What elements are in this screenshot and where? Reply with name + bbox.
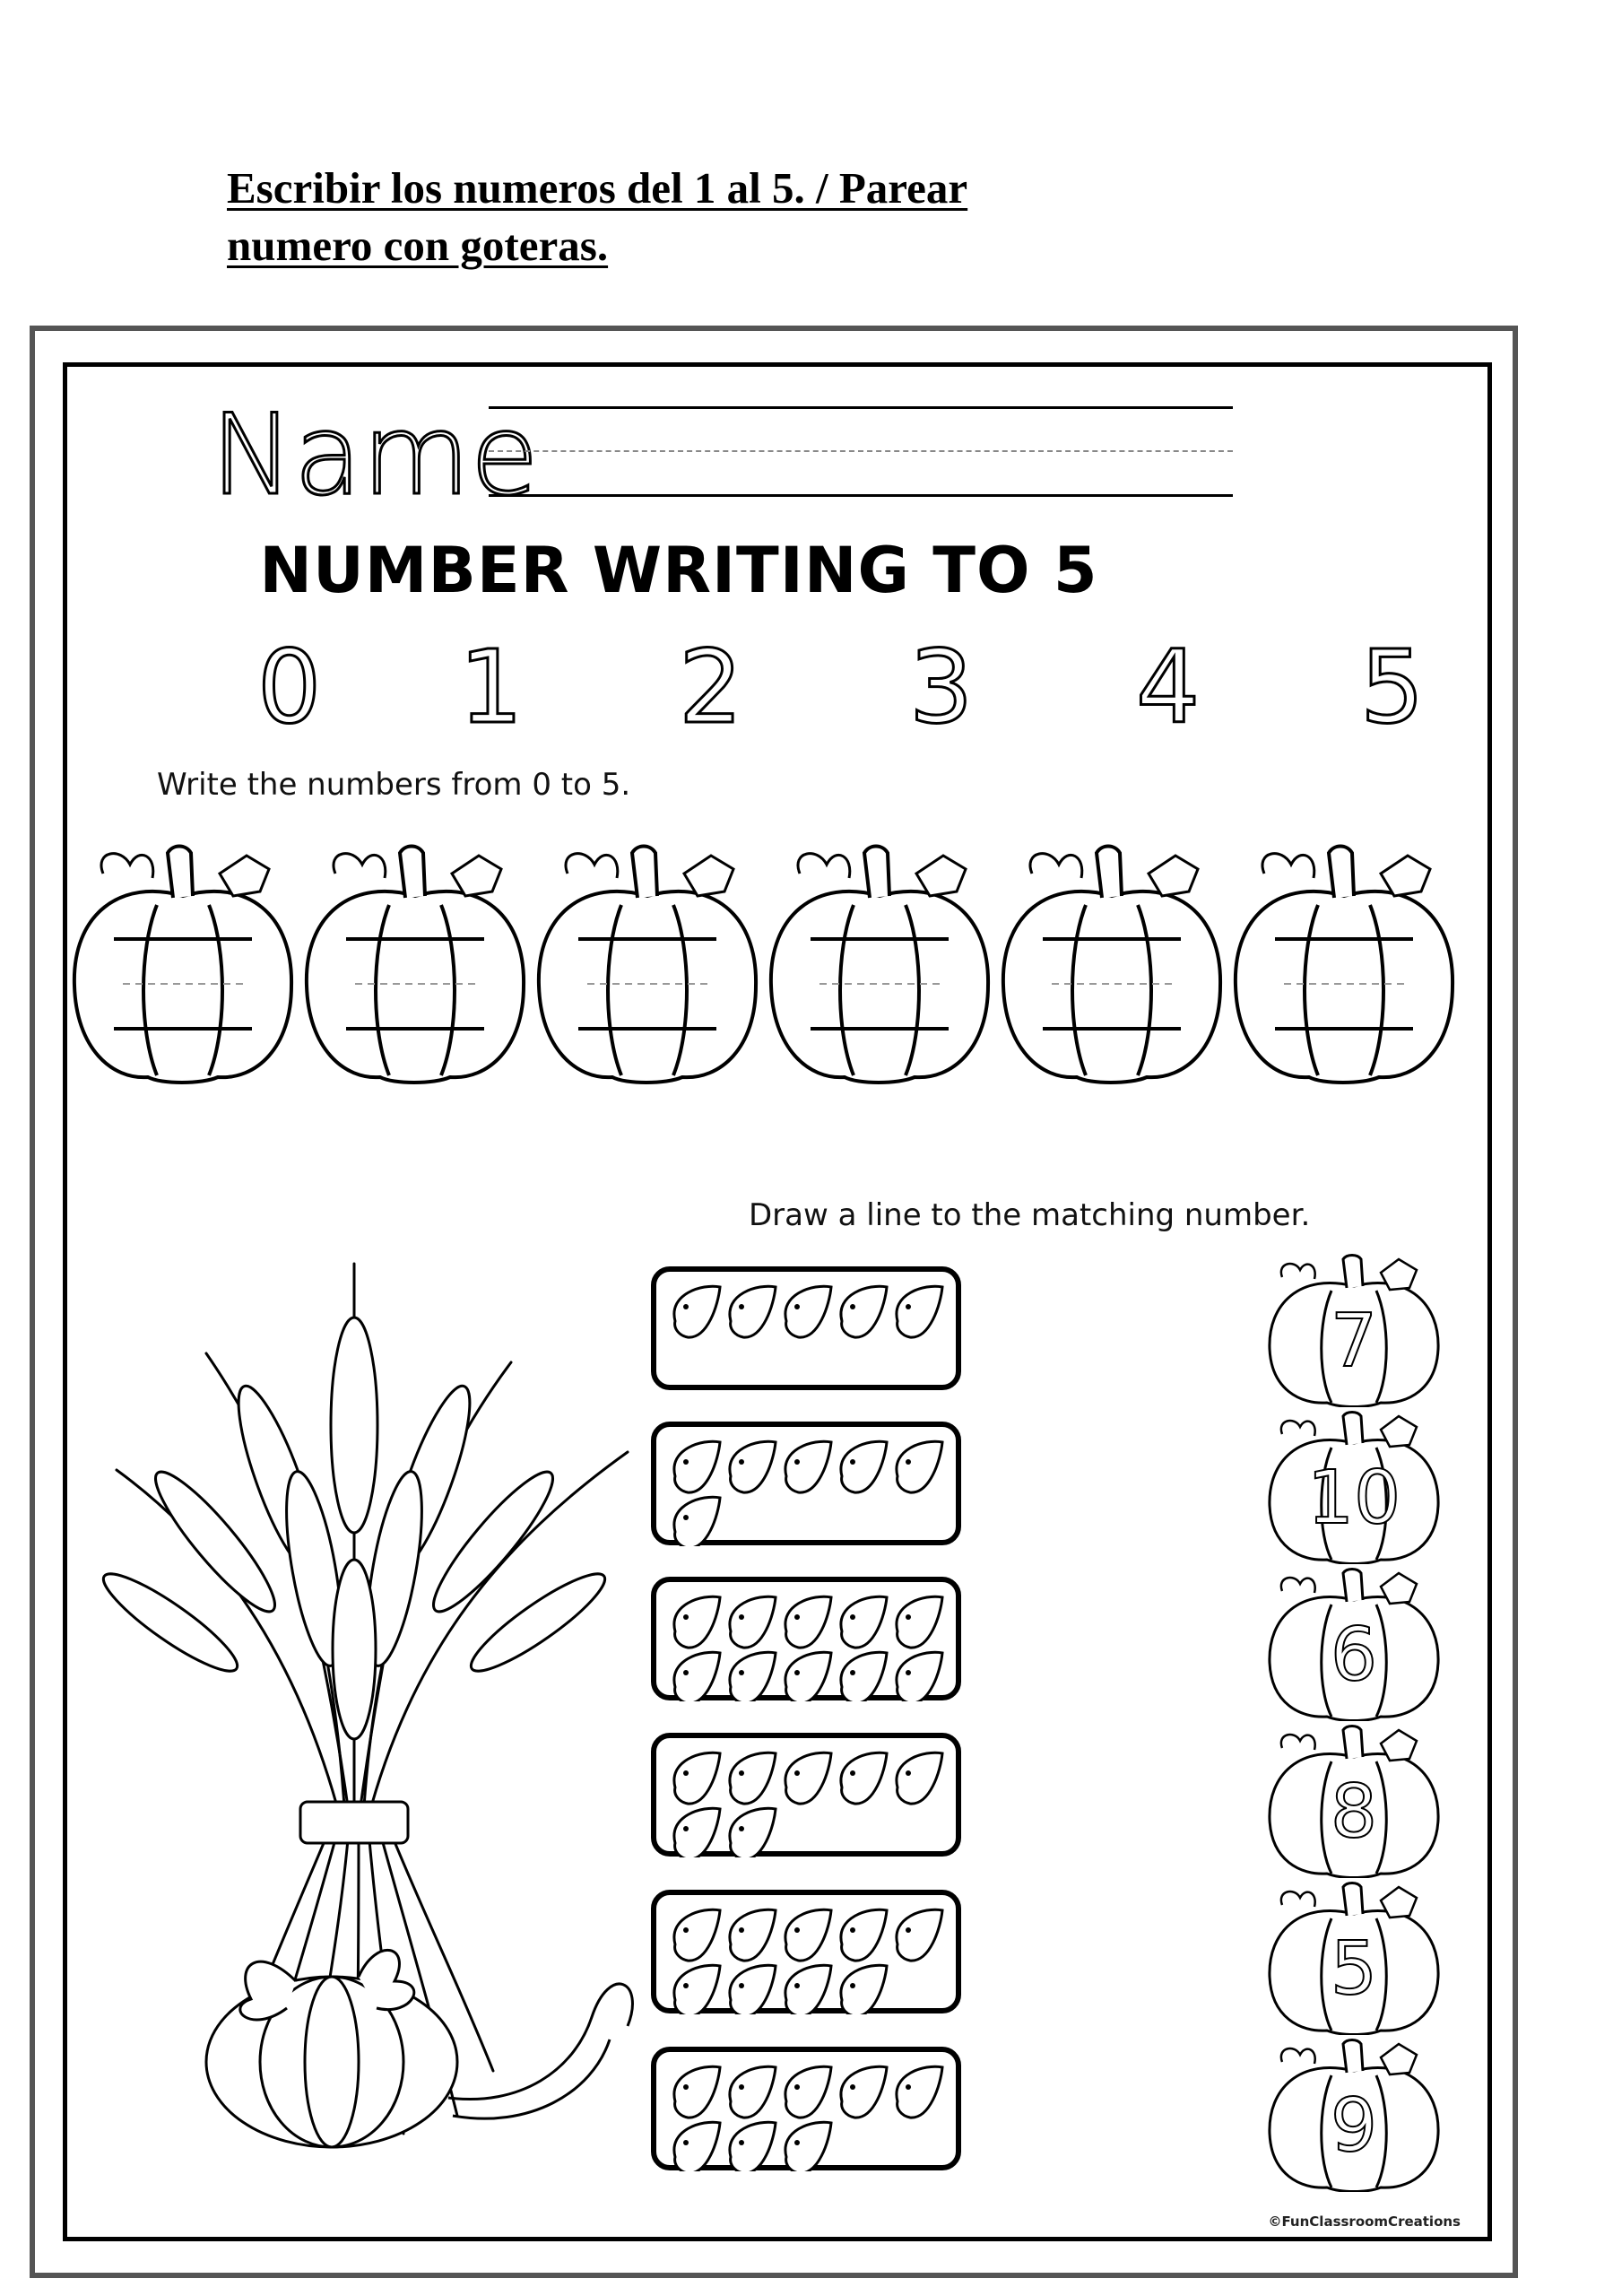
number-pumpkin-3[interactable] [1264,1721,1444,1878]
instruction-line-1: Escribir los numeros del 1 al 5. / Parear [227,163,968,213]
number-pumpkin-5[interactable] [1264,2035,1444,2192]
name-line-bottom[interactable] [489,494,1233,497]
number-pumpkin-1[interactable] [1264,1407,1444,1564]
writing-pumpkin-4[interactable] [996,833,1227,1093]
drop-box-2[interactable] [650,1576,962,1701]
digit-3: 3 [909,630,974,746]
drop-box-4[interactable] [650,1889,962,2014]
writing-pumpkin-1[interactable] [299,833,531,1093]
digit-row [257,630,1425,746]
drop-box-1[interactable] [650,1421,962,1546]
drop-box-0[interactable] [650,1265,962,1391]
name-line-top [489,406,1233,409]
instruction-line-2: numero con goteras. [227,221,609,270]
digit-2: 2 [679,630,743,746]
number-pumpkin-label: 7 [1330,1299,1378,1384]
wheat-bundle-icon [90,1246,663,2170]
writing-pumpkin-2[interactable] [532,833,763,1093]
digit-1: 1 [459,630,524,746]
instruction-text [227,160,1123,274]
write-prompt: Write the numbers from 0 to 5. [157,767,631,803]
drop-box-3[interactable] [650,1732,962,1857]
writing-pumpkin-0[interactable] [67,833,299,1093]
number-pumpkin-2[interactable] [1264,1564,1444,1721]
worksheet-frame [30,326,1518,2278]
number-pumpkin-label: 6 [1330,1613,1378,1698]
writing-pumpkin-5[interactable] [1228,833,1460,1093]
worksheet-inner-frame [63,362,1492,2241]
worksheet-title: NUMBER WRITING TO 5 [259,534,1098,607]
number-pumpkin-label: 8 [1330,1770,1378,1855]
match-prompt: Draw a line to the matching number. [749,1197,1311,1233]
number-pumpkin-4[interactable] [1264,1878,1444,2035]
digit-4: 4 [1136,630,1201,746]
name-line-dashed [489,450,1233,452]
credit-text: ©FunClassroomCreations [1268,2213,1461,2230]
number-pumpkin-0[interactable] [1264,1250,1444,1407]
writing-pumpkin-row [67,833,1496,1102]
number-pumpkin-label: 9 [1330,2083,1378,2169]
number-pumpkin-label: 5 [1330,1926,1378,2012]
number-pumpkin-label: 10 [1306,1456,1401,1541]
digit-0: 0 [257,630,322,746]
drop-box-5[interactable] [650,2046,962,2171]
digit-5: 5 [1360,630,1425,746]
name-label: Name [211,391,539,520]
writing-pumpkin-3[interactable] [764,833,995,1093]
